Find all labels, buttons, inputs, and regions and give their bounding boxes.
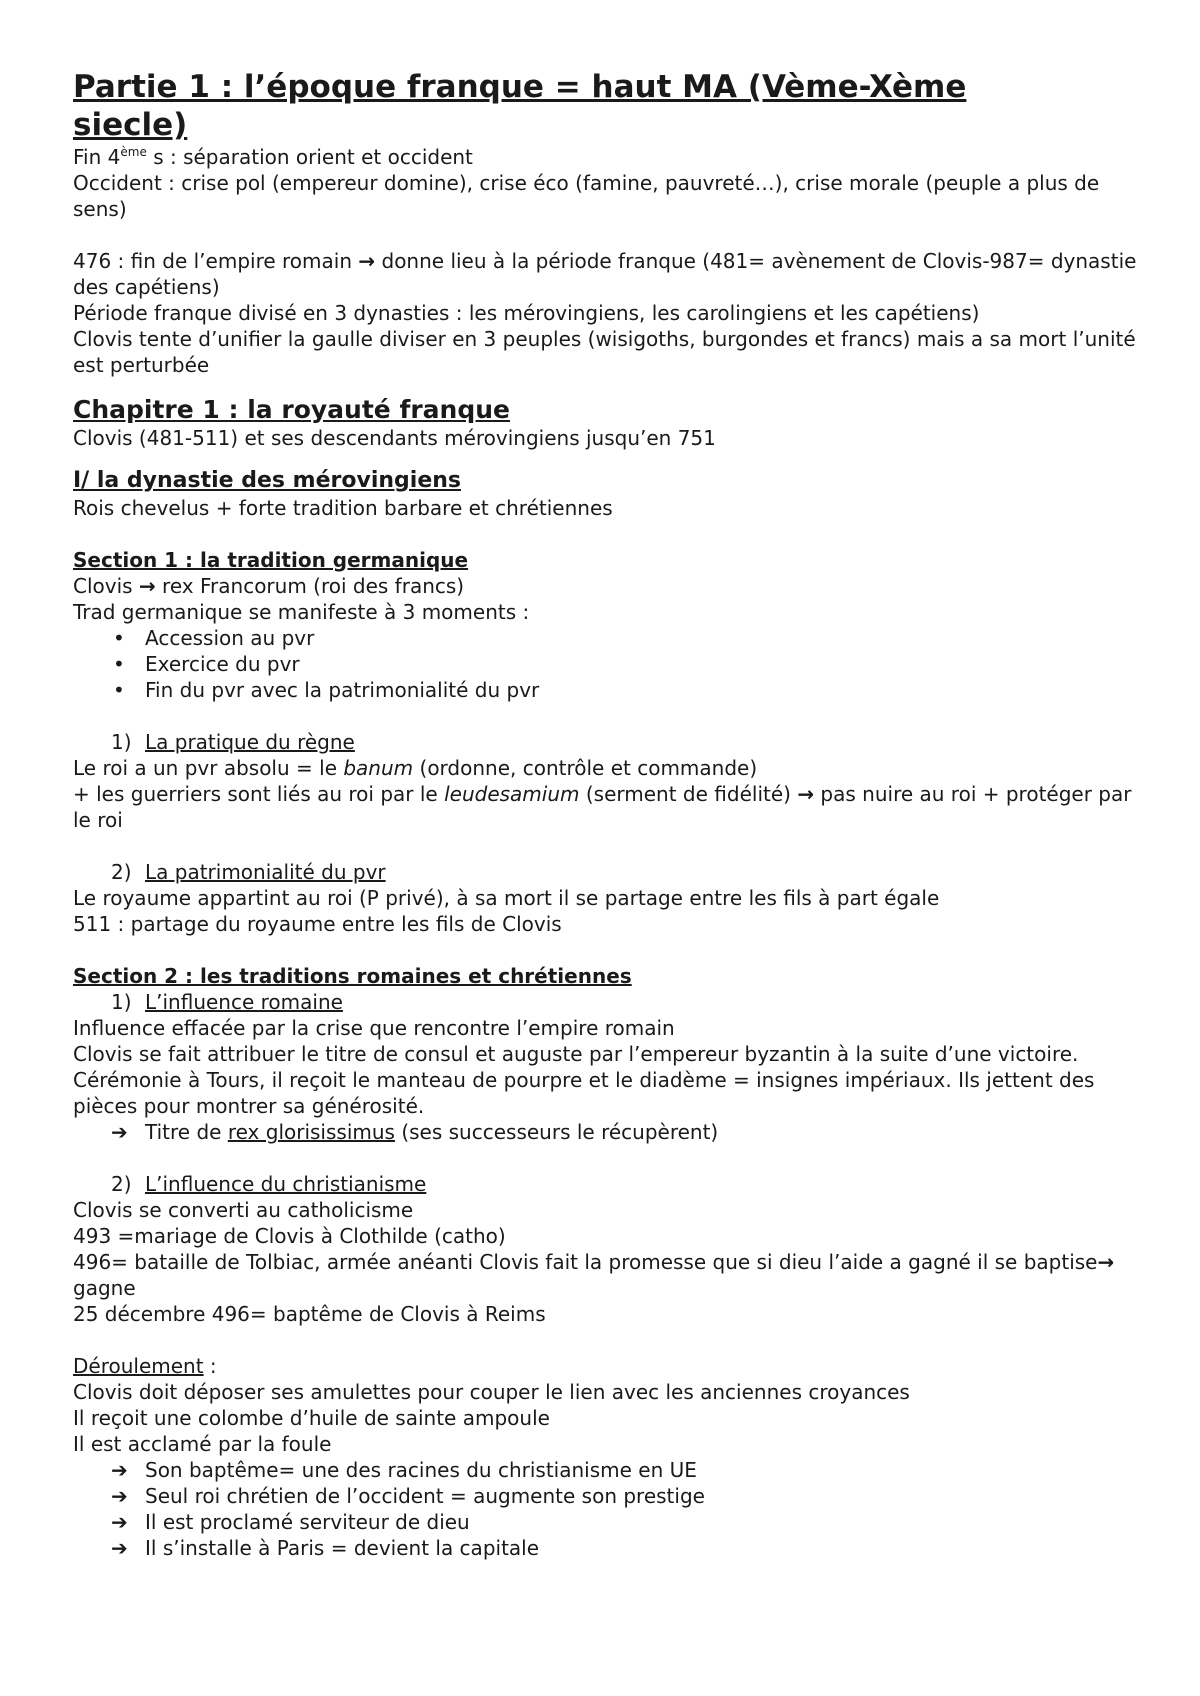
list-item: ➔ Il est proclamé serviteur de dieu (111, 1510, 470, 1534)
chapter-intro: Clovis (481-511) et ses descendants mérovingiens jusqu’en 751 (73, 426, 716, 450)
right-arrow-icon: → (797, 782, 815, 806)
subsection-heading: 1) La pratique du règne (111, 730, 355, 754)
subsection-1-1 (73, 729, 1140, 755)
page-title (73, 68, 1140, 144)
deroulement-line-2: Il reçoit une colombe d’huile de sainte ampoule (73, 1406, 550, 1430)
moments-list (73, 625, 1140, 703)
list-item: ➔ Il s’installe à Paris = devient la capitale (111, 1536, 540, 1560)
subsection-2-1-line-1: Influence effacée par la crise que rencontre l’empire romain (73, 1016, 675, 1040)
page-title-line-2: siecle) (73, 107, 188, 143)
subsection-heading: 2) La patrimonialité du pvr (111, 860, 386, 884)
subsection-heading: 2) L’influence du christianisme (111, 1172, 427, 1196)
bold-arrow-icon: ➔ (111, 1484, 128, 1508)
part-heading: I/ la dynastie des mérovingiens (73, 468, 461, 493)
deroulement-line-3: Il est acclamé par la foule (73, 1432, 332, 1456)
intro-line-1: Fin 4ème s : séparation orient et occident (73, 145, 473, 169)
bold-arrow-icon: ➔ (111, 1120, 128, 1144)
list-item: ➔ Seul roi chrétien de l’occident = augmente son prestige (111, 1484, 705, 1508)
subsection-2-1-line-2: Clovis se fait attribuer le titre de consul et auguste par l’empereur byzantin à la suite d’une victoire. (73, 1042, 1079, 1066)
list-item: • Fin du pvr avec la patrimonialité du pvr (113, 678, 540, 702)
subsection-1-1-line-1: Le roi a un pvr absolu = le banum (ordonne, contrôle et commande) (73, 756, 758, 780)
section-1-line-2: Trad germanique se manifeste à 3 moments : (73, 600, 530, 624)
page-title-line-1: Partie 1 : l’époque franque = haut MA (Vème-Xème (73, 69, 967, 105)
list-item: ➔ Titre de rex glorisissimus (ses successeurs le récupèrent) (111, 1120, 719, 1144)
deroulement-list (73, 1457, 1140, 1561)
subsection-2-2 (73, 1171, 1140, 1197)
intro-line-5: Clovis tente d’unifier la gaulle diviser en 3 peuples (wisigoths, burgondes et francs) mais a sa mort l’unité est perturbée (73, 327, 1136, 377)
subsection-2-2-line-1: Clovis se converti au catholicisme (73, 1198, 414, 1222)
section-2-heading: Section 2 : les traditions romaines et chrétiennes (73, 964, 632, 988)
subsection-1-2 (73, 859, 1140, 885)
intro-line-3: 476 : fin de l’empire romain → donne lieu à la période franque (481= avènement de Clovis-987= dynastie des capétiens) (73, 249, 1137, 299)
subsection-2-2-line-4: 25 décembre 496= baptême de Clovis à Reims (73, 1302, 546, 1326)
subsection-1-1-line-2: + les guerriers sont liés au roi par le leudesamium (serment de fidélité) → pas nuire au roi + protéger par le roi (73, 782, 1132, 832)
right-arrow-icon: → (1097, 1250, 1115, 1274)
bold-arrow-icon: ➔ (111, 1536, 128, 1560)
bullet-icon: • (113, 678, 125, 702)
subsection-1-2-line-1: Le royaume appartint au roi (P privé), à sa mort il se partage entre les fils à part égale (73, 886, 940, 910)
deroulement-heading: Déroulement : (73, 1354, 217, 1378)
intro-line-4: Période franque divisé en 3 dynasties : les mérovingiens, les carolingiens et les capétiens) (73, 301, 980, 325)
right-arrow-icon: → (138, 574, 156, 598)
bullet-icon: • (113, 652, 125, 676)
chapter-heading: Chapitre 1 : la royauté franque (73, 395, 510, 424)
right-arrow-icon: → (358, 249, 376, 273)
conclusion-list (73, 1119, 1140, 1145)
subsection-1-2-line-2: 511 : partage du royaume entre les fils de Clovis (73, 912, 562, 936)
intro-line-2: Occident : crise pol (empereur domine), crise éco (famine, pauvreté…), crise morale (peuple a plus de sens) (73, 171, 1100, 221)
section-1-heading: Section 1 : la tradition germanique (73, 548, 469, 572)
subsection-heading: 1) L’influence romaine (111, 990, 343, 1014)
bold-arrow-icon: ➔ (111, 1458, 128, 1482)
list-item: • Exercice du pvr (113, 652, 300, 676)
bullet-icon: • (113, 626, 125, 650)
deroulement-line-1: Clovis doit déposer ses amulettes pour couper le lien avec les anciennes croyances (73, 1380, 910, 1404)
section-1-line-1: Clovis → rex Francorum (roi des francs) (73, 574, 465, 598)
bold-arrow-icon: ➔ (111, 1510, 128, 1534)
superscript: ème (120, 145, 147, 159)
list-item: • Accession au pvr (113, 626, 315, 650)
subsection-2-1-line-3: Cérémonie à Tours, il reçoit le manteau de pourpre et le diadème = insignes impériaux. Ils jettent des pièces pour montrer sa générosité. (73, 1068, 1095, 1118)
subsection-2-2-line-2: 493 =mariage de Clovis à Clothilde (catho) (73, 1224, 506, 1248)
list-item: ➔ Son baptême= une des racines du christianisme en UE (111, 1458, 697, 1482)
subsection-2-2-line-3: 496= bataille de Tolbiac, armée anéanti Clovis fait la promesse que si dieu l’aide a gagné il se baptise→ gagne (73, 1250, 1115, 1300)
part-intro: Rois chevelus + forte tradition barbare et chrétiennes (73, 496, 613, 520)
subsection-2-1 (73, 989, 1140, 1015)
